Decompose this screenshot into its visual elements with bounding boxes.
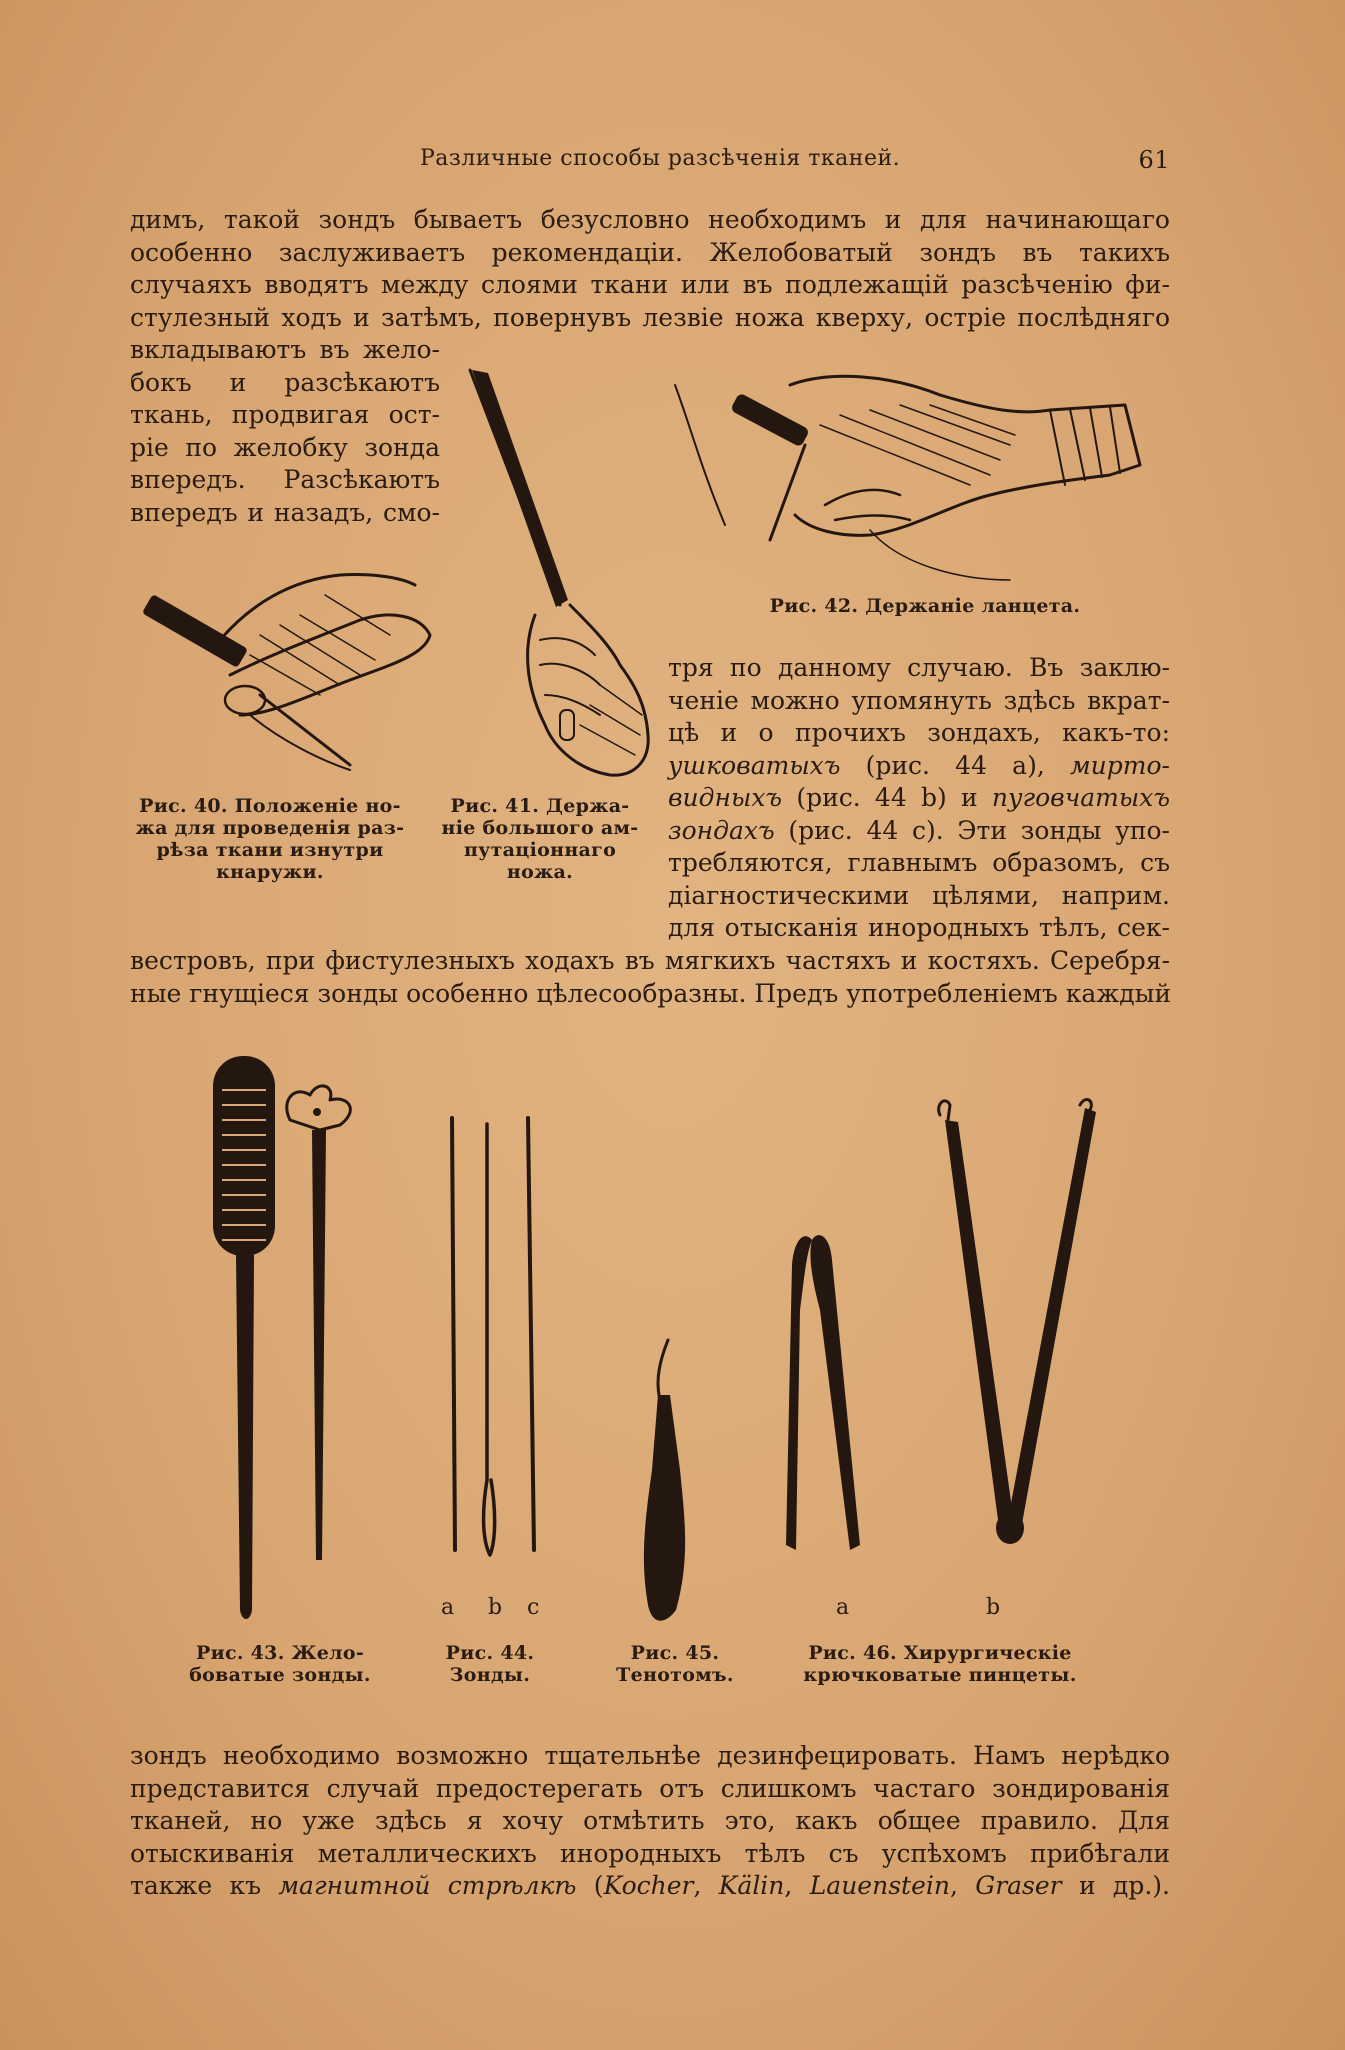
caption-line: крючковатые пинцеты.	[803, 1664, 1077, 1686]
grooved-probe-drawing	[213, 1056, 350, 1619]
paragraph-middle	[130, 945, 1170, 1010]
text-line: впередъ. Разсѣкаютъ	[130, 465, 440, 494]
caption-fig-46	[790, 1642, 1090, 1686]
text-line	[668, 750, 1170, 783]
caption-line: Рис. 46. Хирургическіе	[808, 1642, 1072, 1664]
text-line	[668, 815, 1170, 848]
text-line: вкладываютъ въ жело-	[130, 335, 440, 364]
text-span: (рис. 44 b) и	[782, 783, 992, 812]
paragraph-left-column	[130, 334, 440, 529]
text-line	[668, 782, 1170, 815]
running-title: Различные способы разсѣченія тканей.	[420, 146, 901, 171]
caption-line: Рис. 45.	[630, 1642, 720, 1664]
page-number: 61	[1138, 146, 1170, 174]
forceps-a-drawing	[786, 1235, 860, 1550]
text-line: діагностическими цѣлями, наприм.	[668, 880, 1170, 910]
caption-line: Рис. 40. Положеніе но-	[139, 795, 401, 817]
text-line	[130, 1870, 1170, 1903]
text-line: тря по данному случаю. Въ заклю-	[668, 653, 1170, 682]
text-line: отыскиванія металлическихъ инородныхъ тѣлъ съ успѣхомъ прибѣгали	[130, 1838, 1170, 1868]
text-line: тканей, но уже здѣсь я хочу отмѣтить это, какъ общее правило. Для	[130, 1806, 1170, 1835]
figure-41-amputation-knife	[460, 365, 660, 785]
sub-label-44a: a	[441, 1595, 455, 1620]
paragraph-bottom	[130, 1740, 1170, 1903]
text-line: цѣ и о прочихъ зондахъ, какъ-то:	[668, 718, 1170, 747]
text-line: особенно заслуживаетъ рекомендаціи. Желобоватый зондъ въ такихъ	[130, 237, 1170, 267]
text-span: (	[576, 1871, 604, 1900]
paragraph-top	[130, 204, 1170, 334]
tenotome-drawing	[644, 1340, 685, 1621]
text-span: (рис. 44 c). Эти зонды упо-	[774, 815, 1170, 845]
caption-line: Зонды.	[449, 1664, 531, 1686]
sub-label-44b: b	[488, 1595, 503, 1620]
figure-42-lancet-grip	[670, 365, 1150, 585]
figure-40-knife-position	[140, 565, 440, 780]
text-line: зондъ необходимо возможно тщательнѣе дезинфецировать. Намъ нерѣдко	[130, 1741, 1170, 1770]
author-name: Lauenstein	[809, 1871, 950, 1900]
caption-line: Тенотомъ.	[616, 1664, 734, 1686]
text-line: бокъ и разсѣкаютъ	[130, 367, 440, 397]
text-line: вестровъ, при фистулезныхъ ходахъ въ мягкихъ частяхъ и костяхъ. Серебря-	[130, 946, 1170, 975]
text-span: и др.).	[1061, 1871, 1170, 1900]
text-span: также къ	[130, 1871, 279, 1900]
text-line: впередъ и назадъ, смо-	[130, 497, 440, 527]
caption-line: боватые зонды.	[189, 1664, 371, 1686]
text-line: димъ, такой зондъ бываетъ безусловно необходимъ и для начинающаго	[130, 205, 1170, 234]
text-line: случаяхъ вводятъ между слоями ткани или въ подлежащій разсѣченію фи-	[130, 270, 1170, 299]
separator: ,	[693, 1871, 719, 1900]
text-line: ткань, продвигая ост-	[130, 400, 440, 429]
caption-line: путаціоннаго	[463, 839, 617, 861]
italic-term: ушковатыхъ	[668, 750, 841, 780]
italic-term: пуговчатыхъ	[991, 783, 1170, 812]
caption-fig-43	[180, 1642, 380, 1686]
italic-term: магнитной стрѣлкѣ	[278, 1871, 577, 1900]
italic-term: мирто-	[1069, 750, 1170, 780]
caption-line: Рис. 44.	[445, 1642, 535, 1664]
forceps-b-drawing	[939, 1100, 1096, 1544]
author-name: Kocher	[603, 1871, 694, 1900]
text-span: (рис. 44 a),	[840, 750, 1070, 780]
caption-line: ніе большого ам-	[441, 817, 639, 839]
caption-fig-41	[440, 795, 640, 883]
caption-fig-40	[130, 795, 410, 883]
caption-fig-45	[600, 1642, 750, 1686]
text-line: требляются, главнымъ образомъ, съ	[668, 848, 1170, 877]
caption-line: Рис. 43. Жело-	[195, 1642, 365, 1664]
italic-term: видныхъ	[668, 783, 783, 812]
probes-drawing	[452, 1118, 534, 1555]
text-line: ные гнущіеся зонды особенно цѣлесообразны. Предъ употребленіемъ каждый	[130, 978, 1172, 1008]
text-line: ріе по желобку зонда	[130, 432, 440, 462]
text-line: ченіе можно упомянуть здѣсь вкрат-	[668, 685, 1170, 715]
caption-line: жа для проведенія раз-	[135, 817, 405, 839]
italic-term: зондахъ	[668, 815, 775, 845]
separator: ,	[949, 1871, 976, 1900]
page-header	[130, 146, 1170, 178]
caption-line: ножа.	[506, 861, 574, 883]
text-line: стулезный ходъ и затѣмъ, повернувъ лезвіе ножа кверху, остріе послѣдняго	[130, 302, 1170, 332]
paragraph-right-column	[668, 652, 1170, 945]
sub-label-46a: a	[836, 1595, 850, 1620]
caption-line: рѣза ткани изнутри	[156, 839, 384, 861]
author-name: Graser	[975, 1871, 1062, 1900]
text-line: для отысканія инородныхъ тѣлъ, сек-	[668, 913, 1170, 942]
caption-line: Рис. 42. Держаніе ланцета.	[769, 595, 1081, 617]
sub-label-46b: b	[986, 1595, 1001, 1620]
caption-line: Рис. 41. Держа-	[450, 795, 630, 817]
caption-fig-44	[420, 1642, 560, 1686]
separator: ,	[784, 1871, 810, 1900]
sub-label-44c: c	[527, 1595, 540, 1620]
text-line: представится случай предостерегать отъ слишкомъ частаго зондированія	[130, 1773, 1170, 1803]
author-name: Kälin	[718, 1871, 785, 1900]
caption-fig-42	[700, 595, 1150, 617]
caption-line: кнаружи.	[216, 861, 324, 883]
figure-instruments-row	[200, 1050, 1170, 1630]
